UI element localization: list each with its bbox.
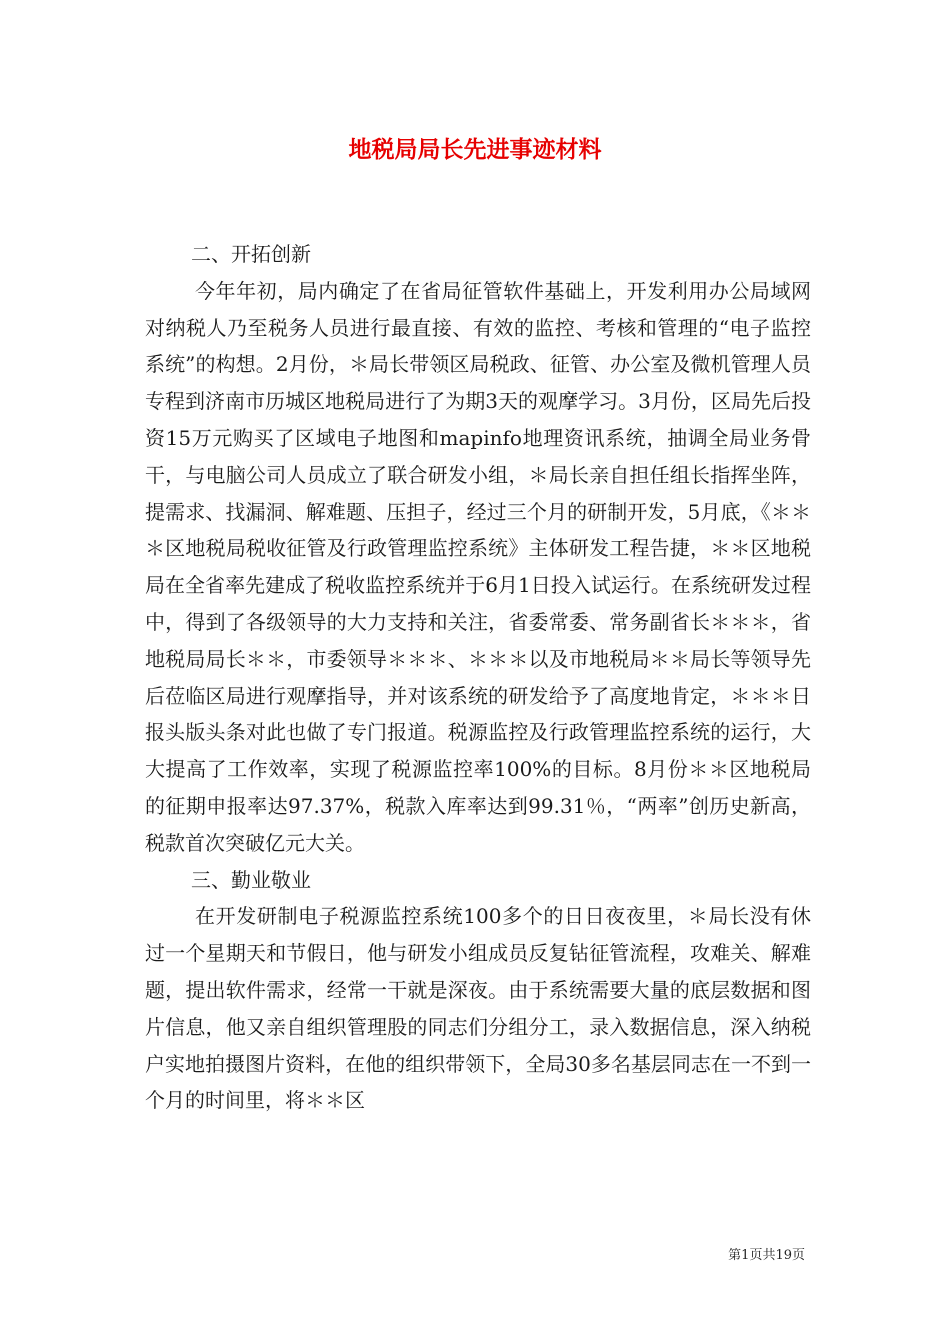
section-heading-innovation: 二、开拓创新 <box>191 242 311 266</box>
page-number-footer: 第1页共19页 <box>728 1248 805 1263</box>
document-body <box>145 236 811 1119</box>
document-title: 地税局局长先进事迹材料 <box>348 136 602 163</box>
section-heading-dedication: 三、勤业敬业 <box>191 867 311 892</box>
section-paragraph-innovation: 今年年初，局内确定了在省局征管软件基础上，开发利用办公局域网对纳税人乃至税务人员进行最直接、有效的监控、考核和管理的“电子监控系统”的构想。2月份，＊局长带领区局税政、征管、办公室及微机管理人员专程到济南市历城区地税局进行了为期3天的观摩学习。3月份，区局先后投资15万元购买了区域电子地图和mapinfo地理资讯系统，抽调全局业务骨干，与电脑公司人员成立了联合研发小组，＊局长亲自担任组长指挥坐阵，提需求、找漏洞、解难题、压担子，经过三个月的研制开发，5月底，《＊＊＊区地税局税收征管及行政管理监控系统》主体研发工程告捷，＊＊区地税局在全省率先建成了税收监控系统并于6月1日投入试运行。在系统研发过程中，得到了各级领导的大力支持和关注，省委常委、常务副省长＊＊＊，省地税局局长＊＊，市委领导＊＊＊、＊＊＊以及市地税局＊＊局长等领导先后莅临区局进行观摩指导，并对该系统的研发给予了高度地肯定，＊＊＊日报头版头条对此也做了专门报道。税源监控及行政管理监控系统的运行，大大提高了工作效率，实现了税源监控率100%的目标。8月份＊＊区地税局的征期申报率达97.37%，税款入库率达到99.31％，“两率”创历史新高，税款首次突破亿元大关。 <box>145 278 811 855</box>
section-paragraph-dedication: 在开发研制电子税源监控系统100多个的日日夜夜里，＊局长没有休过一个星期天和节假日，他与研发小组成员反复钻征管流程，攻难关、解难题，提出软件需求，经常一干就是深夜。由于系统需要大量的底层数据和图片信息，他又亲自组织管理股的同志们分组分工，录入数据信息，深入纳税户实地拍摄图片资料，在他的组织带领下，全局30多名基层同志在一不到一个月的时间里，将＊＊区 <box>145 904 811 1113</box>
